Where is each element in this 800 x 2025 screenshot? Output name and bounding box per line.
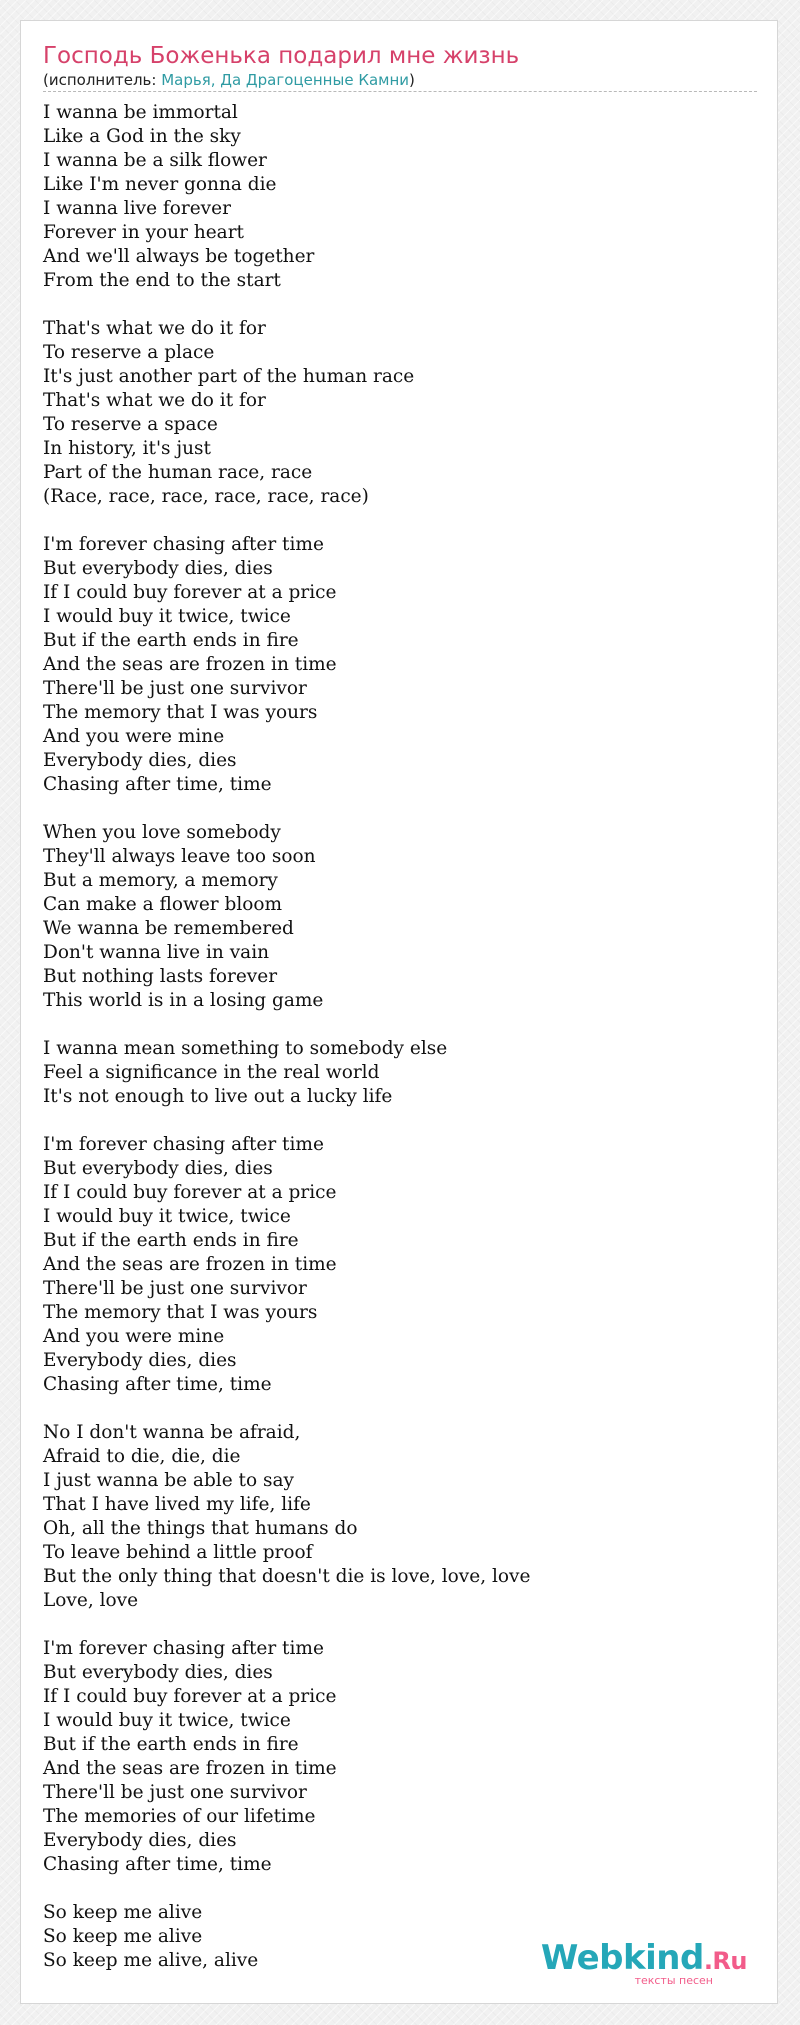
- lyric-line: I would buy it twice, twice: [43, 1206, 291, 1227]
- lyric-line: That I have lived my life, life: [43, 1494, 311, 1515]
- lyric-line: That's what we do it for: [43, 318, 266, 339]
- artist-suffix: ): [409, 71, 415, 89]
- lyric-line: In history, it's just: [43, 438, 211, 459]
- song-title: Господь Боженька подарил мне жизнь: [43, 43, 520, 69]
- lyric-line: I wanna mean something to somebody else: [43, 1038, 448, 1059]
- lyric-line: When you love somebody: [43, 822, 281, 843]
- lyric-line: So keep me alive: [43, 1926, 203, 1947]
- lyric-line: Chasing after time, time: [43, 1374, 272, 1395]
- lyric-line: Everybody dies, dies: [43, 1350, 237, 1371]
- lyric-line: Feel a significance in the real world: [43, 1062, 380, 1083]
- lyric-line: I wanna be a silk flower: [43, 150, 267, 171]
- lyric-line: Afraid to die, die, die: [43, 1446, 241, 1467]
- lyric-line: And the seas are frozen in time: [43, 1254, 337, 1275]
- lyrics-stanza: [43, 1637, 743, 1877]
- lyric-line: Like a God in the sky: [43, 126, 241, 147]
- lyric-line: Forever in your heart: [43, 222, 244, 243]
- lyric-line: Love, love: [43, 1590, 139, 1611]
- lyric-line: And we'll always be together: [43, 246, 315, 267]
- lyric-line: The memory that I was yours: [43, 1302, 318, 1323]
- lyric-line: But everybody dies, dies: [43, 558, 273, 579]
- lyric-line: Everybody dies, dies: [43, 750, 237, 771]
- lyric-line: But everybody dies, dies: [43, 1662, 273, 1683]
- lyric-line: I wanna live forever: [43, 198, 231, 219]
- lyrics-stanza: [43, 1421, 743, 1613]
- lyric-line: I wanna be immortal: [43, 102, 238, 123]
- lyrics-card: [20, 20, 778, 2004]
- artist-prefix: (исполнитель:: [43, 71, 162, 89]
- lyric-line: If I could buy forever at a price: [43, 582, 337, 603]
- site-logo[interactable]: [541, 1940, 747, 1987]
- lyrics-stanza: [43, 533, 743, 797]
- lyric-line: They'll always leave too soon: [43, 846, 316, 867]
- lyric-line: Part of the human race, race: [43, 462, 313, 483]
- lyric-line: I just wanna be able to say: [43, 1470, 294, 1491]
- song-header: [43, 41, 757, 92]
- lyric-line: (Race, race, race, race, race, race): [43, 486, 369, 507]
- lyric-line: But the only thing that doesn't die is love, love, love: [43, 1566, 531, 1587]
- lyric-line: Chasing after time, time: [43, 774, 272, 795]
- lyric-line: That's what we do it for: [43, 390, 266, 411]
- lyric-line: But nothing lasts forever: [43, 966, 278, 987]
- lyrics-stanza: [43, 1037, 743, 1109]
- lyric-line: To leave behind a little proof: [43, 1542, 313, 1563]
- lyric-line: We wanna be remembered: [43, 918, 294, 939]
- lyric-line: And the seas are frozen in time: [43, 1758, 337, 1779]
- logo-tagline: тексты песен: [634, 1974, 713, 1987]
- artist-link[interactable]: Марья, Да Драгоценные Камни: [161, 71, 410, 89]
- lyric-line: I would buy it twice, twice: [43, 606, 291, 627]
- lyric-line: But if the earth ends in fire: [43, 630, 299, 651]
- lyric-line: And you were mine: [43, 1326, 225, 1347]
- lyric-line: This world is in a losing game: [43, 990, 324, 1011]
- lyric-line: I'm forever chasing after time: [43, 1638, 324, 1659]
- lyric-line: But if the earth ends in fire: [43, 1734, 299, 1755]
- lyric-line: If I could buy forever at a price: [43, 1182, 337, 1203]
- lyric-line: Everybody dies, dies: [43, 1830, 237, 1851]
- lyric-line: Don't wanna live in vain: [43, 942, 270, 963]
- lyrics-body: [43, 101, 743, 1997]
- lyric-line: To reserve a place: [43, 342, 215, 363]
- lyric-line: I would buy it twice, twice: [43, 1710, 291, 1731]
- lyric-line: I'm forever chasing after time: [43, 1134, 324, 1155]
- lyric-line: To reserve a space: [43, 414, 218, 435]
- lyric-line: There'll be just one survivor: [43, 1278, 307, 1299]
- lyric-line: And the seas are frozen in time: [43, 654, 337, 675]
- lyric-line: The memory that I was yours: [43, 702, 318, 723]
- lyric-line: It's just another part of the human race: [43, 366, 415, 387]
- lyrics-stanza: [43, 101, 743, 293]
- artist-line: [43, 71, 757, 90]
- logo-name: Webkind: [540, 1938, 704, 1978]
- lyric-line: Chasing after time, time: [43, 1854, 272, 1875]
- lyric-line: From the end to the start: [43, 270, 281, 291]
- lyrics-stanza: [43, 821, 743, 1013]
- lyric-line: And you were mine: [43, 726, 225, 747]
- lyric-line: So keep me alive, alive: [43, 1950, 259, 1971]
- lyric-line: Oh, all the things that humans do: [43, 1518, 358, 1539]
- lyric-line: Like I'm never gonna die: [43, 174, 277, 195]
- lyric-line: Can make a flower bloom: [43, 894, 283, 915]
- lyric-line: There'll be just one survivor: [43, 1782, 307, 1803]
- lyric-line: The memories of our lifetime: [43, 1806, 316, 1827]
- lyrics-stanza: [43, 317, 743, 509]
- lyric-line: But if the earth ends in fire: [43, 1230, 299, 1251]
- lyric-line: It's not enough to live out a lucky life: [43, 1086, 393, 1107]
- lyric-line: So keep me alive: [43, 1902, 203, 1923]
- lyric-line: I'm forever chasing after time: [43, 534, 324, 555]
- lyric-line: No I don't wanna be afraid,: [43, 1422, 301, 1443]
- lyric-line: There'll be just one survivor: [43, 678, 307, 699]
- lyric-line: But a memory, a memory: [43, 870, 278, 891]
- lyric-line: If I could buy forever at a price: [43, 1686, 337, 1707]
- logo-tld: .Ru: [703, 1947, 747, 1975]
- lyric-line: But everybody dies, dies: [43, 1158, 273, 1179]
- lyrics-stanza: [43, 1133, 743, 1397]
